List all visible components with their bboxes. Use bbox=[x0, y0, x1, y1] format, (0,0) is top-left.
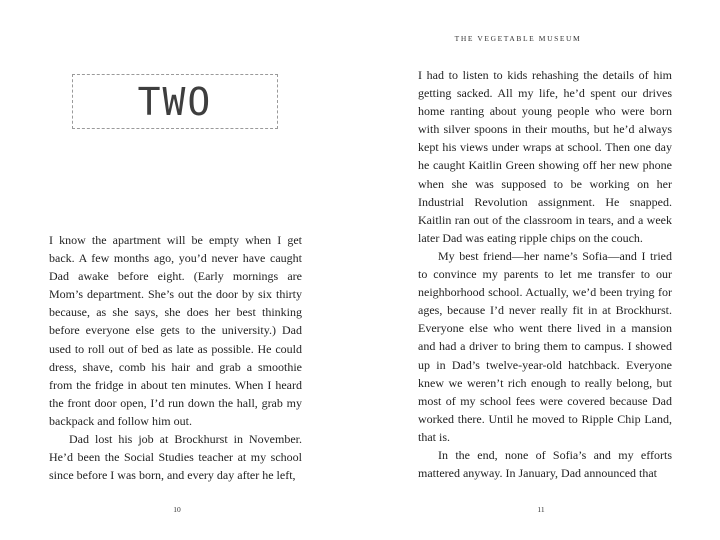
paragraph: In the end, none of Sofia’s and my efforts mattered anyway. In January, Dad announced that bbox=[418, 447, 672, 481]
paragraph: I know the apartment will be empty when I get back. A few months ago, you’d never have caught Dad awake before eight. (Early mornings are Mom’s department. She’s out the door by six thirty because, as she says, she does her best thinking before everyone else gets to the university.) Dad used to roll out of bed as late as possible. He could dress, shave, comb his hair and grab a smoothie from the fridge in about ten minutes. When I heard the front door open, I’d run down the hall, grab my backpack and follow him out. bbox=[49, 233, 302, 428]
running-head: THE VEGETABLE MUSEUM bbox=[454, 34, 582, 43]
right-page bbox=[360, 0, 720, 540]
paragraph: I had to listen to kids rehashing the details of him getting sacked. All my life, he’d spent our drives home ranting about young people who were born with silver spoons in their mouths, but he’d always kept his views under wraps at school. Then one day he caught Kaitlin Green showing off her new phone when she was supposed to be working on her Industrial Revolution assignment. He snapped. Kaitlin ran out of the classroom in tears, and a week later Dad was eating ripple chips on the couch. bbox=[418, 68, 672, 245]
chapter-heading-box bbox=[72, 74, 278, 129]
page-number: 11 bbox=[537, 505, 545, 514]
paragraph: My best friend—her name’s Sofia—and I tried to convince my parents to let me transfer to our neighborhood school. Actually, we’d been trying for ages, because I’d never really fit in at Brockhurst. Everyone else who went there lived in a mansion and had a driver to bring them to campus. I showed up in Dad’s twelve-year-old hatchback. Everyone knew we weren’t rich enough to really belong, but most of my school fees were covered because Dad worked there. Until he moved to Ripple Chip Land, that is. bbox=[418, 248, 672, 444]
chapter-title: TWO bbox=[137, 79, 213, 124]
page-number: 10 bbox=[173, 505, 181, 514]
left-page-body bbox=[49, 231, 302, 484]
right-page-body bbox=[418, 66, 672, 482]
paragraph: Dad lost his job at Brockhurst in November. He’d been the Social Studies teacher at my school since before I was born, and every day after he left, bbox=[49, 432, 302, 483]
